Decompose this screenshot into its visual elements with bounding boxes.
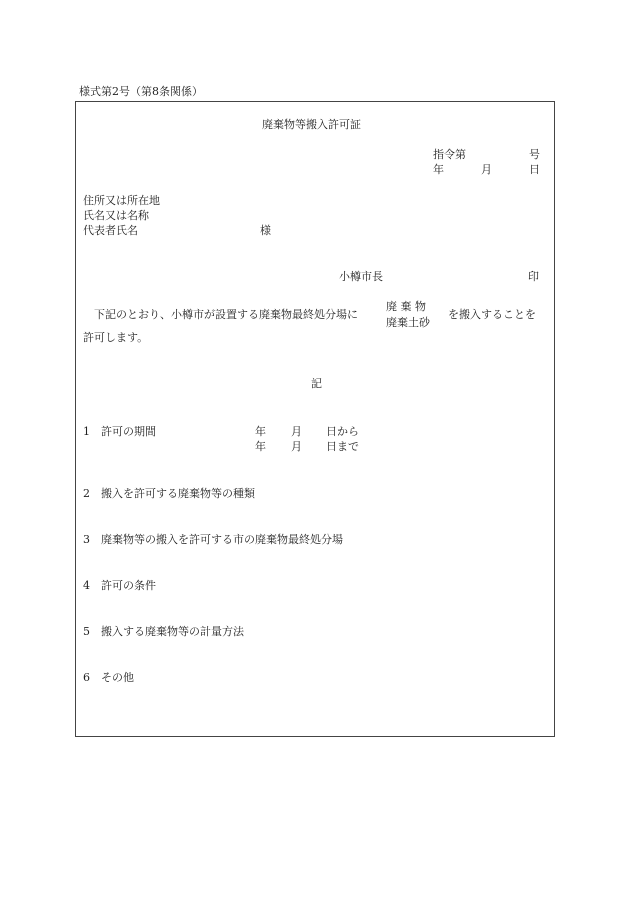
- seal-mark: 印: [528, 270, 539, 283]
- item-number: 2: [83, 487, 90, 500]
- address-label: 住所又は所在地: [83, 194, 160, 207]
- item-label-weighing-method: 搬入する廃棄物等の計量方法: [101, 625, 244, 638]
- item-label-conditions: 許可の条件: [101, 579, 156, 592]
- document-title: 廃棄物等搬入許可証: [262, 118, 361, 131]
- representative-label: 代表者氏名: [83, 224, 138, 237]
- honorific: 様: [260, 224, 271, 237]
- statement-suffix: を搬入することを: [448, 308, 536, 321]
- period-end-month: 月: [291, 440, 302, 453]
- issuer-title: 小樽市長: [339, 270, 383, 283]
- item-label-disposal-site: 廃棄物等の搬入を許可する市の廃棄物最終処分場: [101, 533, 343, 546]
- statement-option-soil: 廃棄土砂: [386, 316, 430, 329]
- date-year-label: 年: [433, 163, 444, 176]
- statement-prefix: 下記のとおり、小樽市が設置する廃棄物最終処分場に: [94, 308, 358, 321]
- date-day-label: 日: [529, 163, 540, 176]
- item-label-period: 許可の期間: [101, 425, 156, 438]
- name-label: 氏名又は名称: [83, 209, 149, 222]
- form-number: 様式第2号（第8条関係）: [79, 85, 203, 98]
- period-end-day: 日まで: [326, 440, 359, 453]
- period-start-day: 日から: [326, 425, 359, 438]
- item-number: 1: [83, 425, 90, 438]
- permit-form: [75, 101, 555, 737]
- item-number: 6: [83, 671, 90, 684]
- statement-option-waste: 廃 棄 物: [386, 300, 426, 313]
- item-label-waste-type: 搬入を許可する廃棄物等の種類: [101, 487, 255, 500]
- date-month-label: 月: [481, 163, 492, 176]
- item-number: 5: [83, 625, 90, 638]
- ki-heading: 記: [311, 377, 322, 390]
- item-label-other: その他: [101, 671, 134, 684]
- item-number: 3: [83, 533, 90, 546]
- statement-line-2: 許可します。: [83, 331, 149, 344]
- reference-go-label: 号: [529, 148, 540, 161]
- reference-shirei-label: 指令第: [433, 148, 466, 161]
- period-start-month: 月: [291, 425, 302, 438]
- period-end-year: 年: [255, 440, 266, 453]
- item-number: 4: [83, 579, 90, 592]
- period-start-year: 年: [255, 425, 266, 438]
